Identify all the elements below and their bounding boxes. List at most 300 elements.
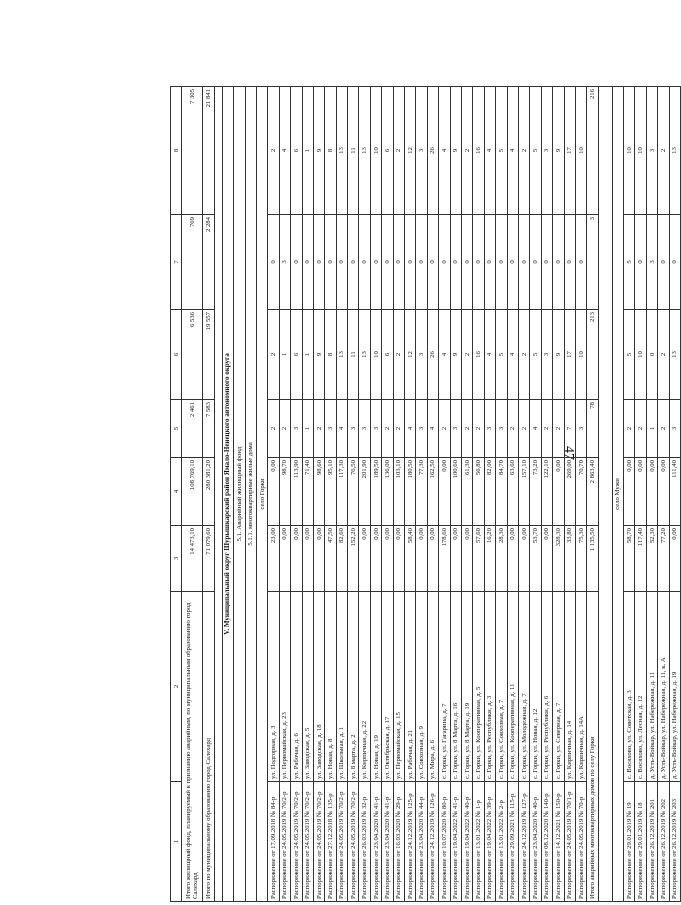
- total-label: Итого жилищный фонд, планируемый к признанию аварийным, по муниципальным образованию город Салехард: [182, 592, 203, 902]
- place-title: село Горки: [256, 87, 267, 902]
- table-row: [575, 87, 586, 902]
- value-cell: 82,60: [336, 526, 347, 592]
- order-ref-cell: Распоряжение от 23.04.2020 № 44-р: [416, 782, 427, 902]
- value-cell: 2: [393, 310, 404, 400]
- value-cell: 2: [518, 400, 529, 458]
- value-cell: 95,10: [325, 458, 336, 526]
- value-cell: 33,80: [564, 526, 575, 592]
- address-cell: с. Горки, ул. Кооперативная, д. 5: [473, 592, 484, 782]
- address-cell: с. Горки, ул. 8 Марта, д. 19: [461, 592, 472, 782]
- value-cell: 0: [348, 215, 359, 310]
- table-row: [268, 87, 279, 902]
- order-ref-cell: Распоряжение от 29.01.2019 № 18: [635, 782, 646, 902]
- value-cell: 9: [553, 310, 564, 400]
- subsection-row: [245, 87, 256, 902]
- address-cell: с. Горки, ул. Новая, д. 12: [530, 592, 541, 782]
- total-value: 1 135,50: [587, 526, 598, 592]
- address-cell: ул. Рабочая, д. 6: [291, 592, 302, 782]
- address-cell: ул. Заводская, д. 5: [302, 592, 313, 782]
- value-cell: 2: [461, 400, 472, 458]
- total-value: 2 284: [203, 215, 214, 310]
- value-cell: 16,20: [484, 526, 495, 592]
- value-cell: 122,10: [541, 458, 552, 526]
- order-ref-cell: Распоряжение от 23.04.2020 № 41-р: [370, 782, 381, 902]
- register-sheet: [170, 87, 679, 902]
- value-cell: 152,20: [348, 526, 359, 592]
- value-cell: 0,00: [370, 526, 381, 592]
- address-cell: д. Усть-Войкар, ул. Набережная, д. 11: [646, 592, 657, 782]
- value-cell: 3: [496, 400, 507, 458]
- order-ref-cell: Распоряжение от 19.04.2022 № 40-р: [461, 782, 472, 902]
- order-ref-cell: Распоряжение от 14.12.2021 № 150-р: [553, 782, 564, 902]
- housing-table: [170, 86, 681, 902]
- total-value: 21 841: [203, 87, 214, 215]
- value-cell: 8: [325, 87, 336, 215]
- order-ref-cell: Распоряжение от 29.01.2019 № 19: [624, 782, 635, 902]
- table-row: [669, 87, 680, 902]
- value-cell: 2: [624, 400, 635, 458]
- value-cell: 3: [416, 400, 427, 458]
- value-cell: 8: [325, 310, 336, 400]
- total-value: 19 557: [203, 310, 214, 400]
- value-cell: 2: [507, 400, 518, 458]
- value-cell: 73,20: [530, 458, 541, 526]
- value-cell: 9: [313, 87, 324, 215]
- value-cell: 2: [268, 310, 279, 400]
- value-cell: 13: [336, 87, 347, 215]
- address-cell: с. Горки, ул. Северная, д. 7: [553, 592, 564, 782]
- value-cell: 9: [450, 310, 461, 400]
- value-cell: 4: [336, 400, 347, 458]
- value-cell: 6: [382, 310, 393, 400]
- table-row: [313, 87, 324, 902]
- address-cell: ул. Совхозная, д. 9: [416, 592, 427, 782]
- value-cell: 6: [291, 310, 302, 400]
- value-cell: 5: [496, 87, 507, 215]
- value-cell: 11: [348, 87, 359, 215]
- address-cell: д. Усть-Войкар, ул. Набережная, д. 11, к. А: [658, 592, 669, 782]
- value-cell: 3: [359, 400, 370, 458]
- table-row: [336, 87, 347, 902]
- value-cell: 0: [268, 215, 279, 310]
- value-cell: 0: [635, 215, 646, 310]
- order-ref-cell: Распоряжение от 24.12.2019 № 125-р: [405, 782, 416, 902]
- value-cell: 3: [416, 310, 427, 400]
- value-cell: 57,60: [473, 526, 484, 592]
- housing-table-body: [171, 87, 681, 902]
- value-cell: 2: [279, 400, 290, 458]
- value-cell: 6: [291, 87, 302, 215]
- value-cell: 13: [359, 87, 370, 215]
- value-cell: 28,30: [496, 526, 507, 592]
- value-cell: 5: [530, 310, 541, 400]
- table-row: [461, 87, 472, 902]
- value-cell: 0: [507, 215, 518, 310]
- table-row: [416, 87, 427, 902]
- value-cell: 0,00: [541, 526, 552, 592]
- value-cell: 0,00: [416, 526, 427, 592]
- order-ref-cell: Распоряжение от 27.12.2018 № 135-р: [325, 782, 336, 902]
- table-row: [382, 87, 393, 902]
- value-cell: 3: [541, 310, 552, 400]
- value-cell: 0,00: [313, 526, 324, 592]
- value-cell: 3: [279, 215, 290, 310]
- table-row: [530, 87, 541, 902]
- total-value: 216: [587, 87, 598, 215]
- value-cell: 3: [348, 400, 359, 458]
- value-cell: 0,00: [635, 458, 646, 526]
- value-cell: 75,30: [575, 526, 586, 592]
- table-row: [507, 87, 518, 902]
- value-cell: 3: [575, 400, 586, 458]
- address-cell: с. Восяхово, ул. Советская, д. 3: [624, 592, 635, 782]
- value-cell: 0: [646, 310, 657, 400]
- value-cell: 0: [518, 215, 529, 310]
- address-cell: с. Горки, ул. Республики, д. 6: [541, 592, 552, 782]
- table-row: [279, 87, 290, 902]
- order-ref-cell: Распоряжение от 24.12.2019 № 126-р: [427, 782, 438, 902]
- value-cell: 0,00: [450, 526, 461, 592]
- value-cell: 58,40: [405, 526, 416, 592]
- table-row: [553, 87, 564, 902]
- address-cell: ул. Новая, д. 19: [370, 592, 381, 782]
- value-cell: 1: [279, 310, 290, 400]
- spacer-row: [214, 87, 222, 902]
- value-cell: 10: [575, 87, 586, 215]
- value-cell: 2: [461, 87, 472, 215]
- address-cell: с. Восяхово, ул. Лесная, д. 12: [635, 592, 646, 782]
- value-cell: 4: [439, 310, 450, 400]
- value-cell: 0,00: [646, 458, 657, 526]
- value-cell: 1: [646, 400, 657, 458]
- value-cell: 98,70: [279, 458, 290, 526]
- value-cell: 3: [484, 400, 495, 458]
- value-cell: 13: [669, 310, 680, 400]
- value-cell: 2: [518, 87, 529, 215]
- value-cell: 7: [564, 400, 575, 458]
- value-cell: 0,00: [382, 526, 393, 592]
- total-value: 2 461: [182, 400, 203, 458]
- value-cell: 0,00: [624, 458, 635, 526]
- value-cell: 2: [268, 400, 279, 458]
- value-cell: 0: [370, 215, 381, 310]
- place-title: село Мужи: [612, 87, 623, 902]
- value-cell: 201,90: [359, 458, 370, 526]
- value-cell: 269,00: [564, 458, 575, 526]
- total-value: 6 536: [182, 310, 203, 400]
- value-cell: 1: [302, 400, 313, 458]
- value-cell: 56,80: [473, 458, 484, 526]
- value-cell: 113,90: [291, 458, 302, 526]
- order-ref-cell: Распоряжение от 23.04.2020 № 40-р: [530, 782, 541, 902]
- value-cell: 5: [624, 310, 635, 400]
- value-cell: 0,00: [518, 526, 529, 592]
- value-cell: 4: [507, 87, 518, 215]
- total-value: 7 583: [203, 400, 214, 458]
- table-row: [393, 87, 404, 902]
- value-cell: 100,60: [450, 458, 461, 526]
- table-row: [541, 87, 552, 902]
- value-cell: 0,00: [291, 526, 302, 592]
- total-value: 14 473,10: [182, 526, 203, 592]
- value-cell: 178,60: [439, 526, 450, 592]
- value-cell: 4: [279, 87, 290, 215]
- value-cell: 13: [336, 310, 347, 400]
- value-cell: 0,00: [427, 526, 438, 592]
- total-value: 78: [587, 400, 598, 458]
- address-cell: ул. Первомайская, д. 15: [393, 592, 404, 782]
- order-ref-cell: Распоряжение от 24.05.2019 № 70/1-р: [564, 782, 575, 902]
- spacer-row: [598, 87, 612, 902]
- value-cell: 4: [427, 400, 438, 458]
- value-cell: 2: [658, 87, 669, 215]
- table-row: [427, 87, 438, 902]
- order-ref-cell: Распоряжение от 24.05.2019 № 70/2-р: [302, 782, 313, 902]
- value-cell: 12: [405, 87, 416, 215]
- value-cell: 9: [313, 310, 324, 400]
- value-cell: 0: [302, 215, 313, 310]
- value-cell: 3: [646, 87, 657, 215]
- order-ref-cell: Распоряжение от 29.09.2021 № 115-р: [507, 782, 518, 902]
- address-cell: ул. Первомайская, д. 23: [279, 592, 290, 782]
- order-ref-cell: Распоряжение от 10.07.2020 № 80-р: [439, 782, 450, 902]
- value-cell: 0,00: [669, 526, 680, 592]
- total-value: 280 381,20: [203, 458, 214, 526]
- value-cell: 0: [496, 215, 507, 310]
- column-number: 8: [171, 87, 182, 215]
- table-row: [564, 87, 575, 902]
- value-cell: 4: [530, 400, 541, 458]
- value-cell: 2: [439, 400, 450, 458]
- value-cell: 52,30: [646, 526, 657, 592]
- value-cell: 5: [530, 87, 541, 215]
- value-cell: 0,00: [359, 526, 370, 592]
- table-row: [325, 87, 336, 902]
- value-cell: 63,60: [507, 458, 518, 526]
- total-value: 7 305: [182, 87, 203, 215]
- value-cell: 0: [359, 215, 370, 310]
- total-value: 769: [182, 215, 203, 310]
- value-cell: 2: [658, 400, 669, 458]
- value-cell: 0: [313, 215, 324, 310]
- order-ref-cell: Распоряжение от 08.12.2020 № 140-р: [541, 782, 552, 902]
- value-cell: 12: [405, 310, 416, 400]
- value-cell: 13: [359, 310, 370, 400]
- spacer-cell: [214, 87, 222, 902]
- value-cell: 77,30: [416, 458, 427, 526]
- value-cell: 3: [416, 87, 427, 215]
- value-cell: 103,10: [393, 458, 404, 526]
- column-number: 6: [171, 310, 182, 400]
- value-cell: 2: [393, 400, 404, 458]
- order-ref-cell: Распоряжение от 24.05.2019 № 70-р: [575, 782, 586, 902]
- value-cell: 0: [382, 215, 393, 310]
- column-number-row: [171, 87, 182, 902]
- value-cell: 3: [646, 215, 657, 310]
- total-value: 213: [587, 310, 598, 400]
- value-cell: 4: [405, 400, 416, 458]
- value-cell: 10: [624, 87, 635, 215]
- address-cell: ул. Новая, д. 8: [325, 592, 336, 782]
- value-cell: 3: [669, 400, 680, 458]
- value-cell: 53,70: [530, 526, 541, 592]
- table-row: [450, 87, 461, 902]
- order-ref-cell: Распоряжение от 16.03.2020 № 29-р: [393, 782, 404, 902]
- value-cell: 10: [635, 87, 646, 215]
- address-cell: с. Горки, ул. 8 Марта, д. 16: [450, 592, 461, 782]
- value-cell: 70,70: [575, 458, 586, 526]
- table-row: [624, 87, 635, 902]
- address-cell: ул. 8 марта, д. 2: [348, 592, 359, 782]
- value-cell: 3: [291, 400, 302, 458]
- value-cell: 4: [507, 310, 518, 400]
- order-ref-cell: Распоряжение от 19.04.2022 № 41-р: [450, 782, 461, 902]
- total-label: Итого по муниципальному образованию город Салехард: [203, 592, 214, 902]
- column-number: 7: [171, 215, 182, 310]
- value-cell: 157,10: [518, 458, 529, 526]
- value-cell: 3: [450, 400, 461, 458]
- value-cell: 47,50: [325, 526, 336, 592]
- value-cell: 4: [439, 87, 450, 215]
- value-cell: 3: [325, 400, 336, 458]
- value-cell: 0: [658, 215, 669, 310]
- value-cell: 328,30: [553, 526, 564, 592]
- table-row: [518, 87, 529, 902]
- address-cell: ул. Кирпичная, д. 22: [359, 592, 370, 782]
- order-ref-cell: Распоряжение от 26.03.2019 № 32-р: [359, 782, 370, 902]
- value-cell: 0,00: [268, 458, 279, 526]
- value-cell: 2: [461, 310, 472, 400]
- value-cell: 10: [370, 87, 381, 215]
- order-ref-cell: Распоряжение от 26.12.2019 № 201: [646, 782, 657, 902]
- value-cell: 117,40: [635, 526, 646, 592]
- address-cell: ул. Октябрьская, д. 17: [382, 592, 393, 782]
- value-cell: 1: [302, 87, 313, 215]
- value-cell: 11: [348, 310, 359, 400]
- value-cell: 77,20: [658, 526, 669, 592]
- value-cell: 23,00: [268, 526, 279, 592]
- value-cell: 0: [336, 215, 347, 310]
- value-cell: 2: [268, 87, 279, 215]
- table-row: [635, 87, 646, 902]
- value-cell: 10: [370, 310, 381, 400]
- value-cell: 0,00: [302, 526, 313, 592]
- value-cell: 10: [575, 310, 586, 400]
- value-cell: 2: [382, 400, 393, 458]
- value-cell: 111,40: [669, 458, 680, 526]
- table-row: [348, 87, 359, 902]
- order-ref-cell: Распоряжение от 23.04.2020 № 41-р: [382, 782, 393, 902]
- value-cell: 2: [313, 400, 324, 458]
- address-cell: ул. Заводская, д. 18: [313, 592, 324, 782]
- value-cell: 0: [484, 215, 495, 310]
- value-cell: 136,00: [382, 458, 393, 526]
- order-ref-cell: Распоряжение от 24.05.2019 № 70/2-р: [348, 782, 359, 902]
- value-cell: 0: [553, 215, 564, 310]
- value-cell: 2: [541, 400, 552, 458]
- value-cell: 0,00: [553, 458, 564, 526]
- value-cell: 76,50: [348, 458, 359, 526]
- value-cell: 0: [575, 215, 586, 310]
- table-row: [658, 87, 669, 902]
- value-cell: 0: [325, 215, 336, 310]
- address-cell: ул. Мира, д. 6: [427, 592, 438, 782]
- value-cell: 4: [484, 310, 495, 400]
- value-cell: 26: [427, 87, 438, 215]
- value-cell: 17: [564, 310, 575, 400]
- value-cell: 0: [439, 215, 450, 310]
- order-ref-cell: Распоряжение от 19.04.2022 № 39-р: [484, 782, 495, 902]
- address-cell: с. Горки, ул. Гагарина, д. 7: [439, 592, 450, 782]
- table-row: [302, 87, 313, 902]
- value-cell: 5: [496, 310, 507, 400]
- total-row-gorki: [587, 87, 598, 902]
- total-row-salekhard: [182, 87, 203, 902]
- value-cell: 0: [564, 215, 575, 310]
- order-ref-cell: Распоряжение от 13.01.2022 № 1-р: [473, 782, 484, 902]
- order-ref-cell: Распоряжение от 26.12.2019 № 202: [658, 782, 669, 902]
- column-number: 2: [171, 592, 182, 782]
- value-cell: 5: [624, 215, 635, 310]
- value-cell: 4: [484, 87, 495, 215]
- address-cell: ул. Кирпичная, д. 14: [564, 592, 575, 782]
- value-cell: 10: [635, 310, 646, 400]
- column-number: 1: [171, 782, 182, 902]
- place-row: [256, 87, 267, 902]
- value-cell: 0: [669, 215, 680, 310]
- value-cell: 2: [393, 87, 404, 215]
- column-number: 3: [171, 526, 182, 592]
- value-cell: 98,60: [313, 458, 324, 526]
- table-row: [359, 87, 370, 902]
- table-row: [473, 87, 484, 902]
- address-cell: ул. Кирпичная, д. 14А: [575, 592, 586, 782]
- value-cell: 0: [461, 215, 472, 310]
- value-cell: 13: [669, 87, 680, 215]
- table-row: [291, 87, 302, 902]
- value-cell: 6: [382, 87, 393, 215]
- total-label: Итого аварийных многоквартирных домов по селу Горки: [587, 592, 598, 902]
- section-title: V. Муниципальный округ Шурышкарский район Ямало-Ненецкого автономного округа: [222, 87, 233, 902]
- value-cell: 2: [473, 400, 484, 458]
- value-cell: 0,00: [461, 526, 472, 592]
- value-cell: 9: [553, 87, 564, 215]
- order-ref-cell: Распоряжение от 24.05.2019 № 70/2-р: [291, 782, 302, 902]
- address-cell: с. Горки, ул. Молодежная, д. 7: [518, 592, 529, 782]
- value-cell: 0: [416, 215, 427, 310]
- value-cell: 58,70: [624, 526, 635, 592]
- address-cell: с. Горки, ул. Кооперативная, д. 11: [507, 592, 518, 782]
- order-ref-cell: Распоряжение от 26.12.2019 № 203: [669, 782, 680, 902]
- value-cell: 0: [450, 215, 461, 310]
- value-cell: 2: [635, 400, 646, 458]
- value-cell: 82,00: [484, 458, 495, 526]
- total-value: 3: [587, 215, 598, 310]
- value-cell: 0,00: [658, 458, 669, 526]
- address-cell: д. Усть-Войкар, ул. Набережная, д. 19: [669, 592, 680, 782]
- value-cell: 2: [658, 310, 669, 400]
- column-number: 4: [171, 458, 182, 526]
- value-cell: 16: [473, 310, 484, 400]
- order-ref-cell: Распоряжение от 24.05.2019 № 70/2-р: [313, 782, 324, 902]
- table-row: [484, 87, 495, 902]
- value-cell: 1: [302, 310, 313, 400]
- value-cell: 61,30: [461, 458, 472, 526]
- column-number: 5: [171, 400, 182, 458]
- order-ref-cell: Распоряжение от 13.01.2022 № 2-р: [496, 782, 507, 902]
- address-cell: ул. Подгорная, д. 3: [268, 592, 279, 782]
- value-cell: 0: [427, 215, 438, 310]
